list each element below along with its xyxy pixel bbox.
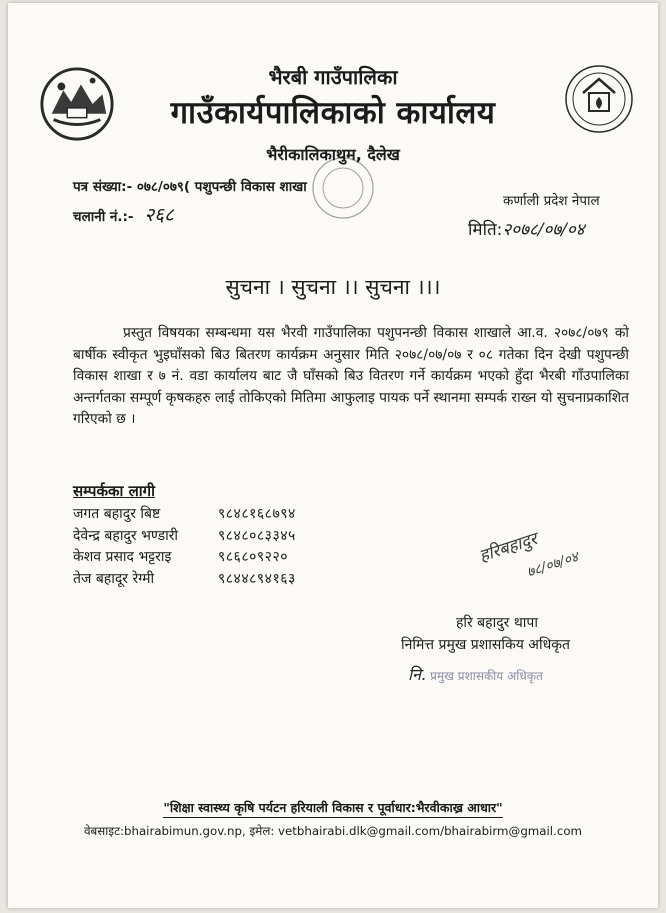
document-page [8, 3, 658, 908]
contact-row [73, 503, 296, 525]
slogan-text: "शिक्षा स्वास्थ्य कृषि पर्यटन हरियाली विकास र पूर्वाधार:भैरवीकाख्र आधार" [163, 800, 502, 818]
signer-title: निमित्त प्रमुख प्रशासकिय अधिकृत [401, 637, 570, 653]
organization-name: भैरबी गाउँपालिका [268, 65, 398, 89]
signature-date: ७८/०७/०४ [524, 549, 581, 581]
letter-number [73, 177, 307, 195]
contact-name: तेज बहादूर रेग्मी [73, 570, 155, 587]
footer-contact: वेबसाइट:bhairabimun.gov.np, इमेल: vetbhairabi.dlk@gmail.com/bhairabirm@gmail.com [83, 824, 583, 838]
date-label: मिति: [468, 220, 503, 240]
dispatch-number-value: २६८ [144, 204, 174, 226]
letter-number-value: ०७८/०७९( पशुपन्छी विकास शाखा [136, 179, 307, 195]
footer-slogan [8, 799, 658, 816]
contact-name: केशव प्रसाद भट्टराइ [73, 549, 172, 566]
letter-date [468, 217, 585, 240]
contact-name: जगत बहादुर बिष्ट [73, 506, 161, 523]
stamp-title: प्रमुख प्रशासकीय अधिकृत [430, 669, 543, 683]
contact-list [73, 503, 296, 589]
signer-name: हरि बहादुर थापा [455, 615, 538, 631]
province-name: कर्णाली प्रदेश नेपाल [503, 193, 600, 209]
contact-row [73, 568, 296, 590]
contact-row [73, 546, 296, 568]
notice-body: प्रस्तुत विषयका सम्बन्धमा यस भैरवी गाउँपालिका पशुपनन्छी विकास शाखाले आ.व. २०७८/०७९ को बार्षीक स्वीकृत भुइघाँसको बिउ बितरण कार्यक्रम अनुसार मिति २०७८/०७/०७ र ०८ गतेका दिन देखी पशुपन्छी विकास शाखा र ७ नं. वडा कार्यालय बाट जै घाँसको बिउ वितरण गर्ने कार्यक्रम भएको हुँदा भैरबी गाँउपालिका अन्तर्गतका सम्पूर्ण कृषकहरु लाई तोकिएको मितिमा आफुलाइ पायक पर्ने स्थानमा सम्पर्क राख्न यो सुचनाप्रकाशित गरिएको छ । [73, 325, 630, 427]
notice-heading: सुचना । सुचना ।। सुचना ।।। [225, 275, 441, 299]
contact-name: देवेन्द्र बहादुर भण्डारी [73, 527, 179, 544]
stamp-prefix: नि. [408, 665, 427, 684]
office-title: गाउँकार्यपालिकाको कार्यालय [170, 95, 496, 131]
dispatch-number-label: चलानी नं.:- [73, 209, 134, 225]
contact-phone: ९८६८०९२२० [218, 549, 289, 566]
dispatch-number [73, 201, 174, 227]
date-value: २०७८/०७/०४ [502, 220, 585, 240]
handwritten-signature: हरिबहादुर [476, 529, 540, 567]
contact-heading: सम्पर्कका लागी [73, 482, 155, 500]
contact-phone: ९८४८०८३३४५ [218, 527, 296, 544]
contact-phone: ९८४४८९४१६३ [218, 570, 296, 587]
contact-row [73, 525, 296, 547]
letter-number-label: पत्र संख्या:- [73, 179, 133, 195]
office-address: भैरीकालिकाथुम, दैलेख [266, 145, 400, 164]
contact-phone: ९८४८१६८७९४ [218, 506, 296, 523]
signature-stamp [408, 663, 543, 685]
